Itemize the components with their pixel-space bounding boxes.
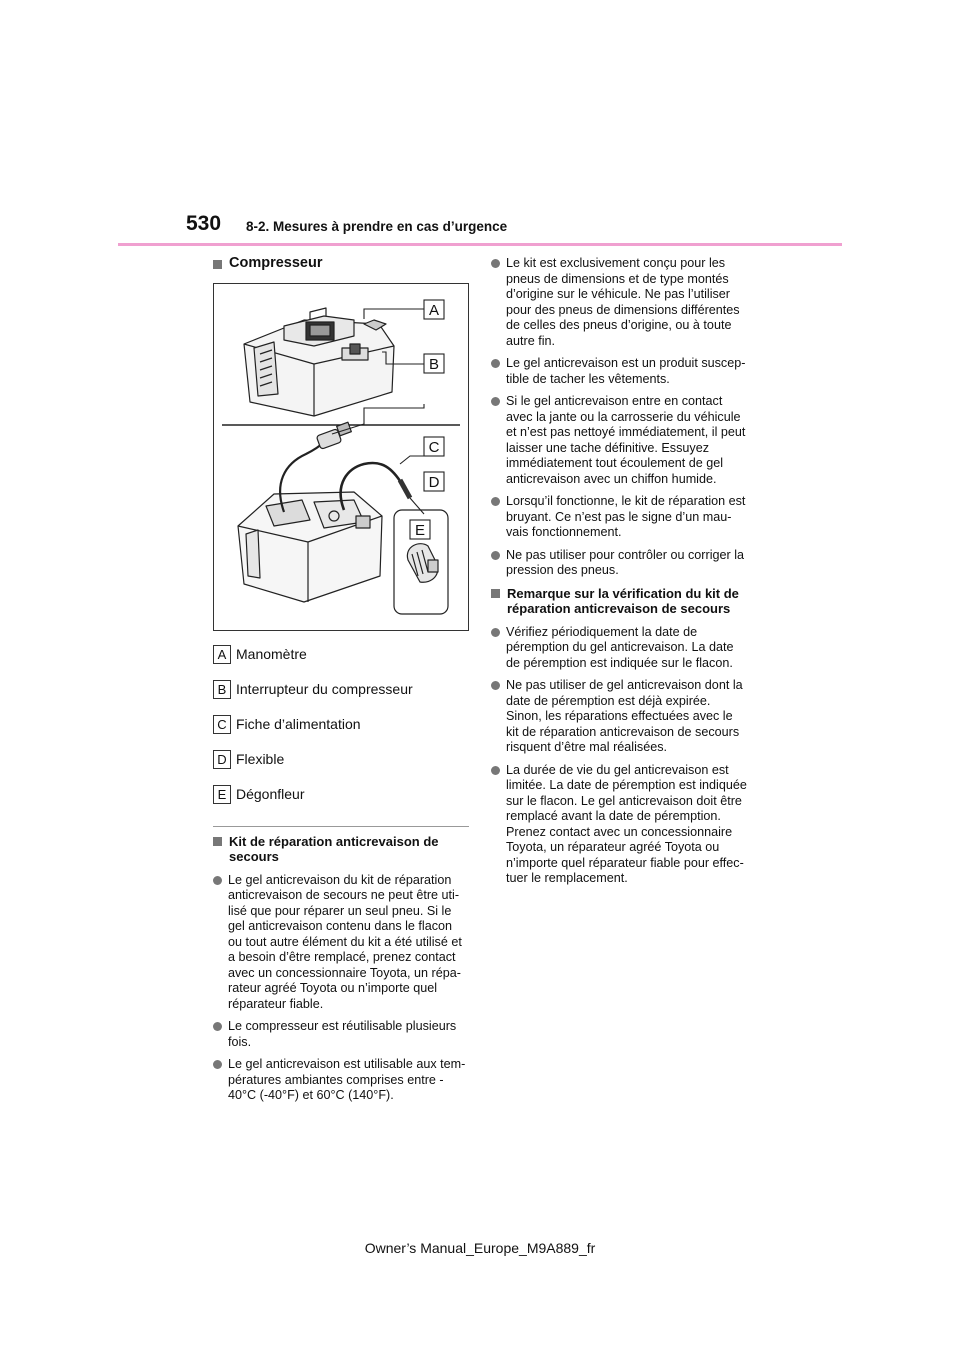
compressor-illustration [214,284,468,630]
section-divider [213,826,469,827]
usage-bullet [491,494,755,541]
section-title: 8-2. Mesures à prendre en cas d’urgence [246,219,508,234]
legend-label-a: Manomètre [236,646,307,662]
round-bullet-icon [491,551,500,560]
legend-item-b [213,672,469,707]
remark-bullet-text: Ne pas utiliser de gel anticrevaison dont la date de péremption est déjà expirée. Sinon, les réparations effectuées avec le kit de réparation anticrevaison de secours risquent d’être mal réalisées. [506,678,743,754]
round-bullet-icon [491,359,500,368]
remark-bullet [491,763,755,887]
square-bullet-icon [213,260,222,269]
remark-bullet-text: La durée de vie du gel anticrevaison est limitée. La date de péremption est indiquée sur le flacon. Le gel anticrevaison doit être remplacé avant la date de péremption. Prenez contact avec un concessionnaire Toyota, un réparateur agréé Toyota ou n’importe quel réparateur fiable pour effec- tuer le remplacement. [506,762,747,885]
round-bullet-icon [491,397,500,406]
usage-bullet [491,256,755,349]
usage-bullet-text: Le gel anticrevaison est un produit suscep- tible de tacher les vêtements. [506,356,746,386]
round-bullet-icon [213,876,222,885]
usage-bullet [491,356,755,387]
remark-heading-text: Remarque sur la vérification du kit de réparation anticrevaison de secours [507,585,739,616]
legend-item-d [213,742,469,777]
legend-key-c: C [213,715,231,734]
kit-bullet-text: Le gel anticrevaison est utilisable aux tem- pératures ambiantes comprises entre - 40°C (-40°F) et 60°C (140°F). [228,1057,466,1102]
round-bullet-icon [491,681,500,690]
kit-heading [213,834,469,865]
legend-label-d: Flexible [236,751,285,767]
legend-item-e [213,777,469,812]
callout-e-label: E [414,521,426,539]
legend-label-e: Dégonfleur [236,786,305,802]
round-bullet-icon [213,1022,222,1031]
page-number: 530 [186,212,222,235]
right-column [491,256,755,894]
legend-key-a: A [213,645,231,664]
compressor-figure [213,283,469,631]
legend-key-e: E [213,785,231,804]
callout-d-label: D [428,473,440,491]
round-bullet-icon [491,497,500,506]
usage-bullet-text: Ne pas utiliser pour contrôler ou corriger la pression des pneus. [506,547,744,577]
legend-item-c [213,707,469,742]
remark-heading [491,586,755,617]
square-bullet-icon [213,837,222,846]
kit-bullet [213,1057,469,1104]
footer-manual-id: Owner’s Manual_Europe_M9A889_fr [364,1240,596,1256]
compressor-heading-text: Compresseur [229,255,323,271]
round-bullet-icon [491,259,500,268]
usage-bullet-text: Lorsqu’il fonctionne, le kit de réparation est bruyant. Ce n’est pas le signe d’un mau- vais fonctionnement. [506,494,746,539]
usage-bullet [491,548,755,579]
remark-bullet [491,625,755,672]
round-bullet-icon [491,628,500,637]
usage-bullet-text: Le kit est exclusivement conçu pour les pneus de dimensions et de type montés d’origine sur le véhicule. Ne pas l’utiliser pour des pneus de dimensions différentes de celles des pneus d’origine, ou à toute autre fin. [506,256,740,348]
legend-key-b: B [213,680,231,699]
legend-label-c: Fiche d’alimentation [236,716,361,732]
round-bullet-icon [491,766,500,775]
round-bullet-icon [213,1060,222,1069]
callout-a-label: A [428,301,440,319]
legend-key-d: D [213,750,231,769]
callout-c-label: C [428,438,440,456]
legend-item-a [213,637,469,672]
kit-bullet [213,1019,469,1050]
remark-bullet [491,678,755,756]
left-column [213,256,469,1111]
kit-bullet [213,873,469,1013]
kit-heading-text: Kit de réparation anticrevaison de secours [229,833,439,864]
legend-label-b: Interrupteur du compresseur [236,681,413,697]
square-bullet-icon [491,589,500,598]
callout-b-label: B [428,355,440,373]
remark-bullet-text: Vérifiez périodiquement la date de péremption du gel anticrevaison. La date de péremption est indiquée sur le flacon. [506,624,734,670]
header-rule [118,243,842,246]
usage-bullet [491,394,755,487]
compressor-heading [213,256,469,272]
usage-bullet-text: Si le gel anticrevaison entre en contact avec la jante ou la carrosserie du véhicule et n’est pas nettoyé immédiatement, il peut laisser une tache définitive. Essuyez immédiatement tout écoulement de gel anticrevaison avec un chiffon humide. [506,394,746,486]
figure-legend [213,637,469,812]
kit-bullet-text: Le gel anticrevaison du kit de réparation anticrevaison de secours ne peut être uti- lisé que pour réparer un seul pneu. Si le gel anticrevaison contenu dans le flacon ou tout autre élément du kit a été utilisé et a besoin d’être remplacé, prenez contact avec un concessionnaire Toyota, un répa- rateur agréé Toyota ou n’importe quel réparateur fiable. [228,872,462,1011]
kit-bullet-text: Le compresseur est réutilisable plusieurs fois. [228,1019,457,1049]
